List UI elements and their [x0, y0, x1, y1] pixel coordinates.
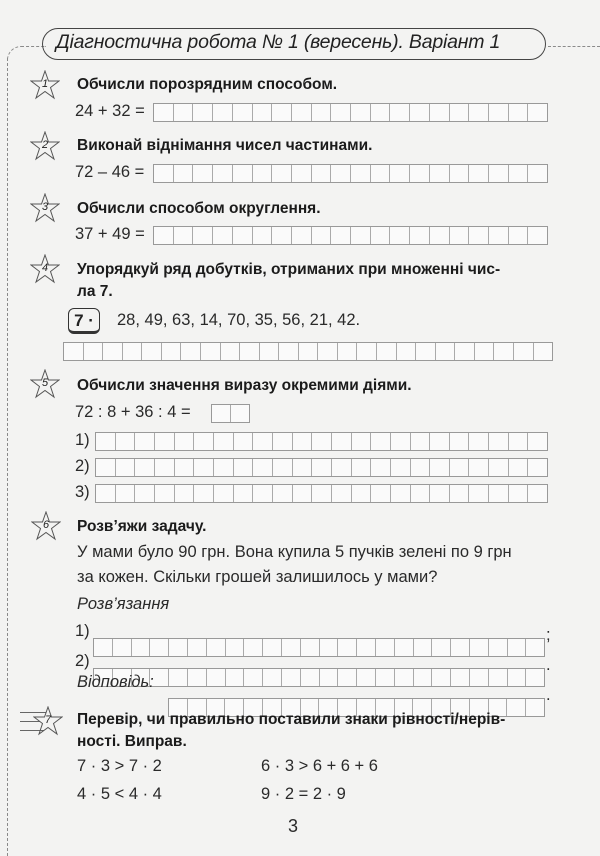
answer-cell[interactable] — [207, 669, 226, 686]
answer-cell[interactable] — [489, 165, 509, 182]
answer-cell[interactable] — [528, 104, 547, 121]
answer-cell[interactable] — [371, 165, 391, 182]
factor-badge: 7 · — [68, 308, 100, 334]
answer-cell[interactable] — [397, 343, 417, 360]
answer-cell[interactable] — [96, 485, 116, 502]
answer-cell[interactable] — [450, 485, 470, 502]
answer-cell[interactable] — [193, 104, 213, 121]
answer-cell[interactable] — [509, 104, 529, 121]
answer-cell[interactable] — [272, 165, 292, 182]
answer-cell[interactable] — [391, 485, 411, 502]
result-cells[interactable] — [211, 404, 250, 423]
answer-cell[interactable] — [526, 639, 544, 656]
answer-cells[interactable] — [153, 164, 548, 183]
answer-cell[interactable] — [450, 165, 470, 182]
answer-cell[interactable] — [213, 104, 233, 121]
answer-cell[interactable] — [175, 459, 195, 476]
answer-cell[interactable] — [371, 433, 391, 450]
answer-cell[interactable] — [352, 485, 372, 502]
comparison-expression: 7 · 3 > 7 · 2 — [77, 757, 162, 775]
answer-cell[interactable] — [312, 433, 332, 450]
answer-cell[interactable] — [273, 459, 293, 476]
task-number: 7 — [44, 714, 52, 726]
task-expression: 72 – 46 = — [75, 163, 145, 181]
answer-cell[interactable] — [509, 459, 529, 476]
products-list: 28, 49, 63, 14, 70, 35, 56, 21, 42. — [117, 311, 361, 329]
task-heading-continued: ності. Виправ. — [77, 733, 187, 750]
answer-cell[interactable] — [64, 343, 84, 360]
answer-cell[interactable] — [214, 433, 234, 450]
answer-cell[interactable] — [312, 485, 332, 502]
task-expression: 72 : 8 + 36 : 4 = — [75, 403, 191, 421]
answer-cell[interactable] — [371, 227, 391, 244]
answer-cell[interactable] — [489, 639, 508, 656]
answer-cell[interactable] — [94, 639, 113, 656]
task-number: 1 — [41, 78, 49, 90]
answer-cell[interactable] — [293, 485, 313, 502]
step-cells[interactable] — [93, 668, 545, 687]
answer-cell[interactable] — [312, 459, 332, 476]
star-icon — [31, 511, 61, 541]
answer-cell[interactable] — [213, 227, 233, 244]
answer-end: . — [546, 686, 551, 704]
answer-cell[interactable] — [293, 459, 313, 476]
answer-cells[interactable] — [63, 342, 553, 361]
answer-cell[interactable] — [312, 227, 332, 244]
answer-cell[interactable] — [351, 227, 371, 244]
answer-cell[interactable] — [96, 459, 116, 476]
answer-cell[interactable] — [489, 227, 509, 244]
answer-cell[interactable] — [391, 433, 411, 450]
answer-cell[interactable] — [469, 459, 489, 476]
answer-cell[interactable] — [116, 485, 136, 502]
answer-cell[interactable] — [312, 104, 332, 121]
step-label: 1) — [75, 622, 90, 640]
answer-cell[interactable] — [260, 343, 280, 360]
answer-cell[interactable] — [450, 459, 470, 476]
answer-cell[interactable] — [377, 343, 397, 360]
answer-cell[interactable] — [301, 669, 320, 686]
task-heading: Розв’яжи задачу. — [77, 518, 207, 535]
answer-cell[interactable] — [332, 459, 352, 476]
answer-cell[interactable] — [469, 485, 489, 502]
answer-cell[interactable] — [411, 433, 431, 450]
answer-cell[interactable] — [470, 639, 489, 656]
answer-cell[interactable] — [194, 433, 214, 450]
answer-cell[interactable] — [371, 485, 391, 502]
answer-cell[interactable] — [451, 669, 470, 686]
answer-cell[interactable] — [528, 433, 547, 450]
answer-cell[interactable] — [292, 104, 312, 121]
answer-cell[interactable] — [113, 639, 132, 656]
answer-cell[interactable] — [263, 639, 282, 656]
answer-cell[interactable] — [469, 227, 489, 244]
task-heading: Виконай віднімання чисел частинами. — [77, 137, 373, 154]
answer-cell[interactable] — [132, 639, 151, 656]
star-icon — [33, 706, 63, 736]
answer-cell[interactable] — [410, 104, 430, 121]
answer-cell[interactable] — [430, 459, 450, 476]
answer-cell[interactable] — [194, 485, 214, 502]
answer-cell[interactable] — [390, 104, 410, 121]
answer-cell[interactable] — [509, 165, 529, 182]
answer-cell[interactable] — [233, 104, 253, 121]
answer-cell[interactable] — [96, 433, 116, 450]
answer-cell[interactable] — [332, 485, 352, 502]
answer-cell[interactable] — [357, 669, 376, 686]
task-expression: 24 + 32 = — [75, 102, 145, 120]
answer-cell[interactable] — [169, 669, 188, 686]
answer-cell[interactable] — [234, 433, 254, 450]
answer-cell[interactable] — [352, 433, 372, 450]
answer-cell[interactable] — [272, 227, 292, 244]
answer-cell[interactable] — [411, 459, 431, 476]
answer-cell[interactable] — [273, 485, 293, 502]
answer-cell[interactable] — [135, 485, 155, 502]
answer-cell[interactable] — [253, 485, 273, 502]
answer-cell[interactable] — [312, 165, 332, 182]
answer-cell[interactable] — [410, 165, 430, 182]
answer-cell[interactable] — [509, 485, 529, 502]
answer-cell[interactable] — [526, 669, 544, 686]
answer-cells[interactable] — [153, 226, 548, 245]
step-end: . — [546, 656, 551, 674]
comparison-expression: 9 · 2 = 2 · 9 — [261, 785, 346, 803]
answer-cell[interactable] — [430, 485, 450, 502]
answer-cell[interactable] — [226, 669, 245, 686]
answer-cell[interactable] — [155, 433, 175, 450]
answer-cell[interactable] — [273, 433, 293, 450]
answer-cell[interactable] — [410, 227, 430, 244]
answer-cell[interactable] — [509, 433, 529, 450]
answer-cell[interactable] — [201, 343, 221, 360]
answer-cell[interactable] — [282, 639, 301, 656]
answer-cell[interactable] — [414, 669, 433, 686]
answer-cell[interactable] — [376, 669, 395, 686]
answer-cell[interactable] — [233, 227, 253, 244]
answer-cell[interactable] — [534, 343, 553, 360]
answer-cell[interactable] — [395, 669, 414, 686]
task-number: 3 — [41, 201, 49, 213]
answer-cell[interactable] — [253, 227, 273, 244]
answer-cell[interactable] — [489, 104, 509, 121]
answer-cell[interactable] — [509, 227, 529, 244]
answer-cell[interactable] — [116, 433, 136, 450]
answer-cell[interactable] — [175, 485, 195, 502]
answer-cell[interactable] — [263, 669, 282, 686]
answer-cell[interactable] — [150, 639, 169, 656]
answer-cell[interactable] — [299, 343, 319, 360]
task-heading: Обчисли значення виразу окремими діями. — [77, 377, 412, 394]
answer-cell[interactable] — [390, 227, 410, 244]
page-title: Діагностична робота № 1 (вересень). Варіант 1 — [56, 31, 501, 53]
answer-cell[interactable] — [508, 639, 527, 656]
answer-cell[interactable] — [253, 433, 273, 450]
answer-cell[interactable] — [414, 639, 433, 656]
answer-cell[interactable] — [514, 343, 534, 360]
answer-cell[interactable] — [174, 104, 194, 121]
answer-cell[interactable] — [253, 165, 273, 182]
answer-cell[interactable] — [162, 343, 182, 360]
answer-cell[interactable] — [123, 343, 143, 360]
answer-cell[interactable] — [430, 227, 450, 244]
answer-cell[interactable] — [451, 639, 470, 656]
answer-cell[interactable] — [214, 459, 234, 476]
star-icon — [30, 369, 60, 399]
answer-cell[interactable] — [357, 343, 377, 360]
answer-cell[interactable] — [430, 433, 450, 450]
answer-cell[interactable] — [212, 405, 231, 422]
answer-cell[interactable] — [169, 639, 188, 656]
answer-cell[interactable] — [338, 639, 357, 656]
answer-cell[interactable] — [331, 104, 351, 121]
cut-line — [7, 58, 8, 856]
step-cells[interactable] — [95, 484, 548, 503]
answer-cell[interactable] — [469, 104, 489, 121]
answer-cell[interactable] — [174, 165, 194, 182]
task-heading-continued: ла 7. — [77, 283, 113, 300]
answer-label: Відповідь: — [77, 673, 154, 691]
answer-cell[interactable] — [489, 669, 508, 686]
answer-cell[interactable] — [450, 104, 470, 121]
answer-cell[interactable] — [293, 433, 313, 450]
star-icon — [30, 193, 60, 223]
answer-cell[interactable] — [244, 639, 263, 656]
answer-cell[interactable] — [475, 343, 495, 360]
answer-cell[interactable] — [489, 459, 509, 476]
answer-cell[interactable] — [390, 165, 410, 182]
answer-cell[interactable] — [155, 485, 175, 502]
answer-cell[interactable] — [154, 165, 174, 182]
answer-cell[interactable] — [272, 104, 292, 121]
answer-cell[interactable] — [244, 669, 263, 686]
answer-cell[interactable] — [194, 459, 214, 476]
answer-cell[interactable] — [508, 669, 527, 686]
problem-text: за кожен. Скільки грошей залишилось у мами? — [77, 568, 438, 586]
answer-cell[interactable] — [489, 485, 509, 502]
task-heading: Обчисли способом округлення. — [77, 200, 321, 217]
answer-cell[interactable] — [213, 165, 233, 182]
answer-cell[interactable] — [84, 343, 104, 360]
answer-cell[interactable] — [226, 639, 245, 656]
answer-cell[interactable] — [507, 699, 526, 716]
answer-cell[interactable] — [320, 669, 339, 686]
answer-cell[interactable] — [155, 459, 175, 476]
answer-cell[interactable] — [469, 165, 489, 182]
answer-cell[interactable] — [331, 227, 351, 244]
answer-cell[interactable] — [469, 433, 489, 450]
answer-cell[interactable] — [253, 459, 273, 476]
answer-cell[interactable] — [142, 343, 162, 360]
answer-cell[interactable] — [175, 433, 195, 450]
answer-cell[interactable] — [154, 104, 174, 121]
answer-cell[interactable] — [181, 343, 201, 360]
step-cells[interactable] — [95, 432, 548, 451]
answer-cell[interactable] — [528, 227, 547, 244]
step-cells[interactable] — [95, 458, 548, 477]
answer-cell[interactable] — [193, 227, 213, 244]
answer-cell[interactable] — [470, 669, 489, 686]
page-number: 3 — [288, 816, 299, 836]
answer-cell[interactable] — [282, 669, 301, 686]
answer-cell[interactable] — [432, 639, 451, 656]
task-heading: Перевір, чи правильно поставили знаки рівності/нерів- — [77, 711, 506, 728]
task-number: 6 — [42, 519, 50, 531]
cut-line-top — [548, 46, 600, 47]
answer-cell[interactable] — [233, 165, 253, 182]
step-label: 1) — [75, 431, 90, 449]
answer-cell[interactable] — [528, 165, 547, 182]
answer-cell[interactable] — [489, 433, 509, 450]
answer-cell[interactable] — [351, 104, 371, 121]
answer-cell[interactable] — [174, 227, 194, 244]
answer-cell[interactable] — [292, 165, 312, 182]
answer-cell[interactable] — [188, 669, 207, 686]
answer-cell[interactable] — [395, 639, 414, 656]
task-expression: 37 + 49 = — [75, 225, 145, 243]
answer-cell[interactable] — [430, 165, 450, 182]
answer-cell[interactable] — [234, 459, 254, 476]
answer-cell[interactable] — [450, 227, 470, 244]
step-label: 2) — [75, 457, 90, 475]
answer-cell[interactable] — [188, 639, 207, 656]
answer-cell[interactable] — [352, 459, 372, 476]
answer-cell[interactable] — [332, 433, 352, 450]
answer-cell[interactable] — [338, 343, 358, 360]
answer-cell[interactable] — [494, 343, 514, 360]
star-icon — [30, 70, 60, 100]
answer-cell[interactable] — [432, 669, 451, 686]
answer-cell[interactable] — [526, 699, 544, 716]
answer-cell[interactable] — [411, 485, 431, 502]
answer-cell[interactable] — [240, 343, 260, 360]
answer-cell[interactable] — [351, 165, 371, 182]
answer-cell[interactable] — [416, 343, 436, 360]
problem-text: У мами було 90 грн. Вона купила 5 пучків зелені по 9 грн — [77, 543, 512, 561]
answer-cell[interactable] — [135, 459, 155, 476]
star-icon — [30, 254, 60, 284]
answer-cell[interactable] — [234, 485, 254, 502]
star-icon — [30, 131, 60, 161]
answer-cell[interactable] — [528, 459, 547, 476]
answer-cell[interactable] — [301, 639, 320, 656]
answer-cell[interactable] — [331, 165, 351, 182]
comparison-expression: 4 · 5 < 4 · 4 — [77, 785, 162, 803]
answer-cell[interactable] — [207, 639, 226, 656]
answer-cell[interactable] — [292, 227, 312, 244]
answer-cell[interactable] — [193, 165, 213, 182]
answer-cell[interactable] — [450, 433, 470, 450]
answer-cell[interactable] — [455, 343, 475, 360]
answer-cell[interactable] — [318, 343, 338, 360]
task-number: 2 — [41, 139, 49, 151]
task-number: 4 — [41, 262, 49, 274]
answer-cell[interactable] — [391, 459, 411, 476]
task-number: 5 — [41, 377, 49, 389]
answer-cell[interactable] — [357, 639, 376, 656]
task-heading: Упорядкуй ряд добутків, отриманих при множенні чис- — [77, 261, 501, 278]
answer-cell[interactable] — [221, 343, 241, 360]
answer-cell[interactable] — [231, 405, 249, 422]
step-end: ; — [546, 626, 551, 644]
step-label: 2) — [75, 652, 90, 670]
comparison-expression: 6 · 3 > 6 + 6 + 6 — [261, 757, 378, 775]
answer-cell[interactable] — [135, 433, 155, 450]
answer-cell[interactable] — [338, 669, 357, 686]
answer-cell[interactable] — [371, 104, 391, 121]
answer-cell[interactable] — [376, 639, 395, 656]
answer-cell[interactable] — [371, 459, 391, 476]
solution-label: Розв’язання — [77, 595, 170, 613]
answer-cell[interactable] — [253, 104, 273, 121]
answer-cell[interactable] — [154, 227, 174, 244]
step-cells[interactable] — [93, 638, 545, 657]
answer-cell[interactable] — [103, 343, 123, 360]
answer-cells[interactable] — [153, 103, 548, 122]
answer-cell[interactable] — [279, 343, 299, 360]
cut-line-corner — [7, 46, 46, 61]
answer-cell[interactable] — [320, 639, 339, 656]
answer-cell[interactable] — [214, 485, 234, 502]
answer-cell[interactable] — [436, 343, 456, 360]
answer-cell[interactable] — [528, 485, 547, 502]
step-label: 3) — [75, 483, 90, 501]
answer-cell[interactable] — [430, 104, 450, 121]
task-heading: Обчисли порозрядним способом. — [77, 76, 338, 93]
answer-cell[interactable] — [116, 459, 136, 476]
